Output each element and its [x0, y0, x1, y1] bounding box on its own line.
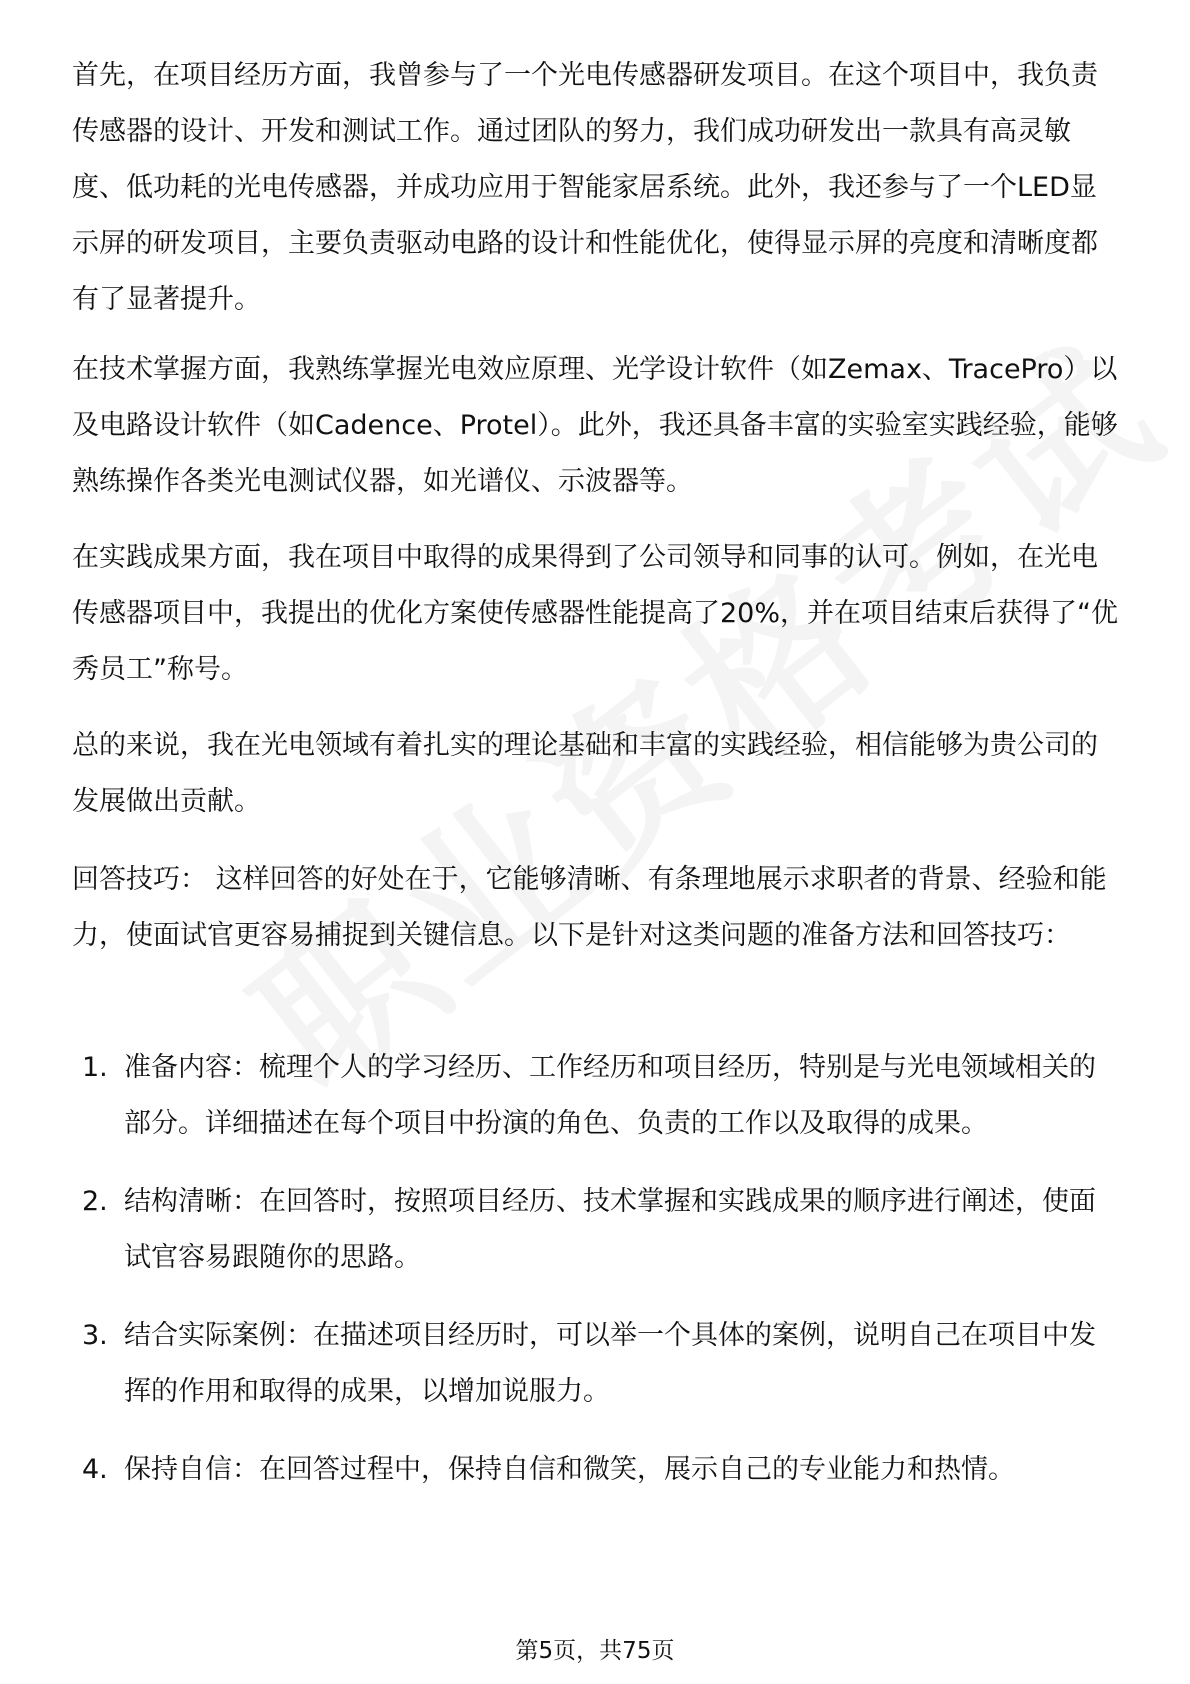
paragraph-summary: 总的来说，我在光电领域有着扎实的理论基础和丰富的实践经验，相信能够为贵公司的发展做出贡献。	[72, 730, 1098, 817]
paragraph-achievements: 在实践成果方面，我在项目中取得的成果得到了公司领导和同事的认可。例如，在光电传感器项目中，我提出的优化方案使传感器性能提高了20%，并在项目结束后获得了“优秀员工”称号。	[72, 542, 1118, 685]
paragraph-project-experience: 首先，在项目经历方面，我曾参与了一个光电传感器研发项目。在这个项目中，我负责传感器的设计、开发和测试工作。通过团队的努力，我们成功研发出一款具有高灵敏度、低功耗的光电传感器，并成功应用于智能家居系统。此外，我还参与了一个LED显示屏的研发项目，主要负责驱动电路的设计和性能优化，使得显示屏的亮度和清晰度都有了显著提升。	[72, 60, 1098, 315]
list-item-number: 2.	[82, 1186, 108, 1217]
list-item-number: 4.	[82, 1454, 108, 1485]
list-item	[82, 1040, 1118, 1152]
list-item-text: 结合实际案例：在描述项目经历时，可以举一个具体的案例，说明自己在项目中发挥的作用和取得的成果，以增加说服力。	[124, 1320, 1096, 1407]
list-item-text: 保持自信：在回答过程中，保持自信和微笑，展示自己的专业能力和热情。	[124, 1454, 1015, 1485]
list-item-text: 准备内容：梳理个人的学习经历、工作经历和项目经历，特别是与光电领域相关的部分。详细描述在每个项目中扮演的角色、负责的工作以及取得的成果。	[124, 1052, 1096, 1139]
list-item-text: 结构清晰：在回答时，按照项目经历、技术掌握和实践成果的顺序进行阐述，使面试官容易跟随你的思路。	[124, 1186, 1096, 1273]
list-item	[82, 1174, 1118, 1286]
paragraph-answer-tips: 回答技巧： 这样回答的好处在于，它能够清晰、有条理地展示求职者的背景、经验和能力，使面试官更容易捕捉到关键信息。以下是针对这类问题的准备方法和回答技巧：	[72, 864, 1107, 951]
list-item-number: 3.	[82, 1320, 108, 1351]
list-item	[82, 1442, 1118, 1498]
paragraph-technical-skills: 在技术掌握方面，我熟练掌握光电效应原理、光学设计软件（如Zemax、TracePro）以及电路设计软件（如Cadence、Protel）。此外，我还具备丰富的实验室实践经验，能够熟练操作各类光电测试仪器，如光谱仪、示波器等。	[72, 354, 1118, 497]
list-item	[82, 1308, 1118, 1420]
list-item-number: 1.	[82, 1052, 108, 1083]
page-footer: 第5页，共75页	[515, 1638, 675, 1664]
